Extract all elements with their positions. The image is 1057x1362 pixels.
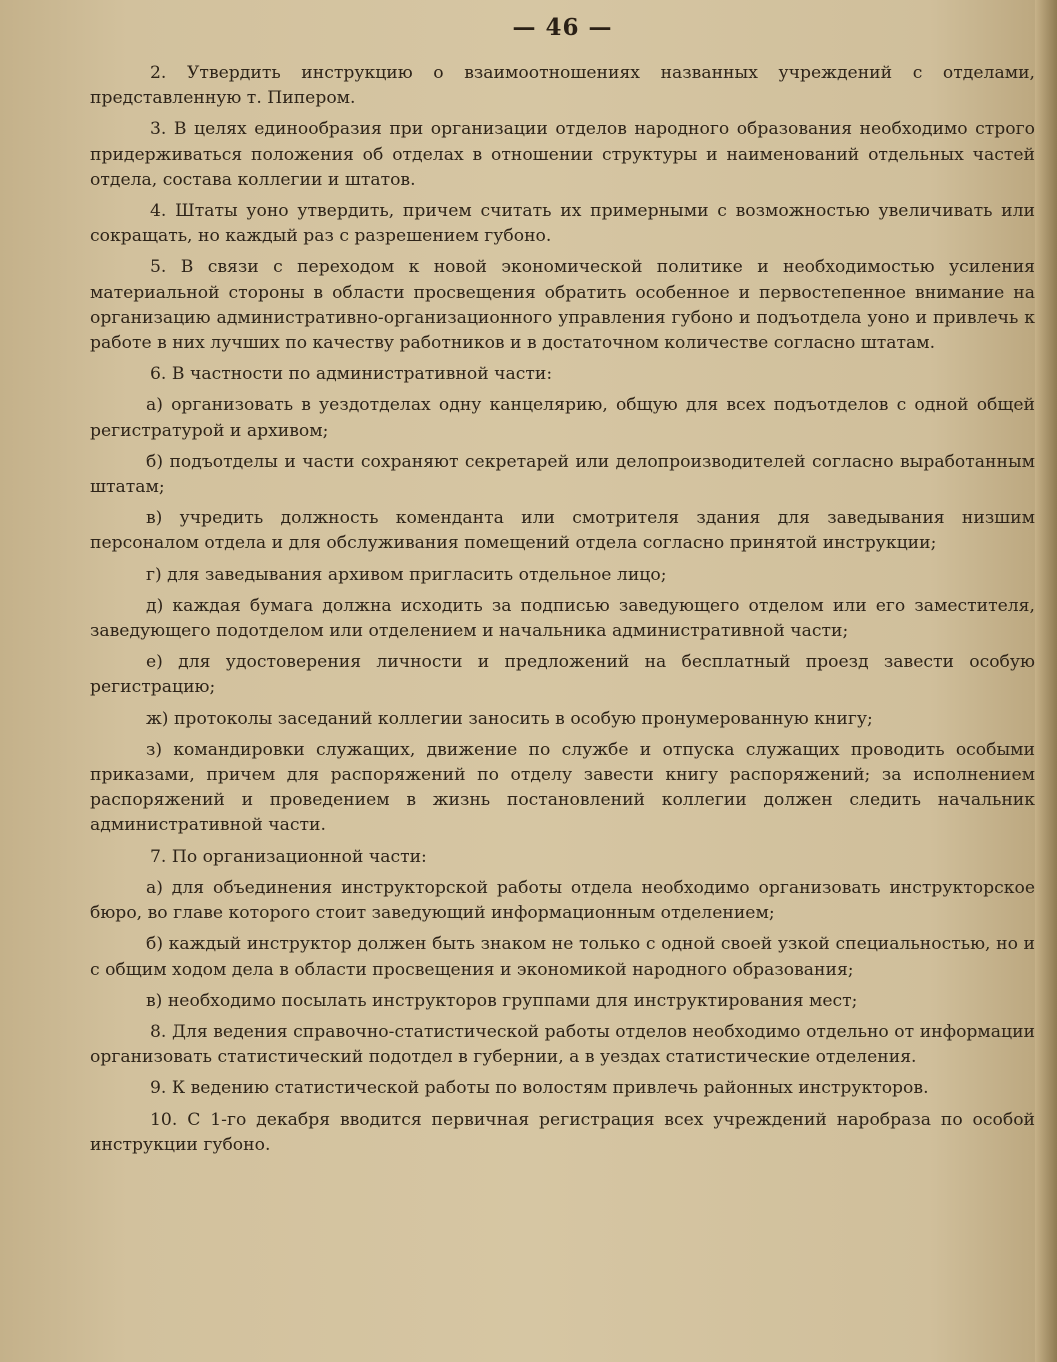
paragraph-4: 4. Штаты уоно утвердить, причем считать их примерными с возможностью увеличивать или сокращать, но каждый раз с разрешением губоно. — [90, 201, 1035, 247]
paragraph-3: 3. В целях единообразия при организации отделов народного образования необходимо строго придерживаться положения об отделах в отношении структуры и наименований отдельных частей отдела, состава коллегии и штатов. — [90, 119, 1035, 190]
paragraph-6e: д) каждая бумага должна исходить за подписью заведующего отделом или его заместителя, заведующего подотделом или отделением и начальника административной части; — [90, 595, 1035, 642]
page-edge — [1035, 0, 1057, 1362]
paragraph-6b: б) подъотделы и части сохраняют секретарей или делопроизводителей согласно выработанным штатам; — [90, 451, 1035, 498]
paragraph-7c: в) необходимо посылать инструкторов группами для инструктирования мест; — [146, 990, 858, 1011]
paragraph-6d: г) для заведывания архивом пригласить отдельное лицо; — [146, 564, 667, 585]
paragraph-8: 8. Для ведения справочно-статистической работы отделов необходимо отдельно от информации организовать статистический подотдел в губернии, а в уездах статистические отделения. — [90, 1021, 1035, 1068]
paragraph-6a: а) организовать в уездотделах одну канцелярию, общую для всех подъотделов с одной общей регистратурой и архивом; — [90, 395, 1035, 441]
paragraph-7: 7. По организационной части: — [150, 846, 427, 867]
paragraph-10: 10. С 1-го декабря вводится первичная регистрация всех учреждений наробраза по особой инструкции губоно. — [90, 1109, 1035, 1155]
paragraph-9: 9. К ведению статистической работы по волостям привлечь районных инструкторов. — [150, 1078, 929, 1099]
paragraph-6h: з) командировки служащих, движение по службе и отпуска служащих проводить особыми приказами, причем для распоряжений по отделу завести книгу распоряжений; за исполнением распоряжений и проведением в жизнь постановлений коллегии должен следить начальник административной части. — [90, 739, 1035, 836]
paragraph-7a: а) для объединения инструкторской работы отдела необходимо организовать инструкторское бюро, во главе которого стоит заведующий информационным отделением; — [90, 877, 1035, 924]
paragraph-2: 2. Утвердить инструкцию о взаимоотношениях названных учреждений с отделами, представленную т. Пипером. — [90, 63, 1035, 109]
paragraph-6c: в) учредить должность коменданта или смотрителя здания для заведывания низшим персоналом отдела и для обслуживания помещений отдела согласно принятой инструкции; — [90, 508, 1035, 554]
page-number: — 46 — — [512, 14, 613, 41]
paragraph-5: 5. В связи с переходом к новой экономической политике и необходимостью усиления материальной стороны в области просвещения обратить особенное и первостепенное внимание на организацию административно-организационного управления губоно и подъотдела уоно и привлечь к работе в них лучших по качеству работников и в достаточном количестве согласно штатам. — [90, 257, 1035, 354]
paragraph-6: 6. В частности по административной части: — [150, 364, 553, 385]
document-body — [90, 61, 1035, 1158]
paragraph-6g: ж) протоколы заседаний коллегии заносить в особую пронумерованную книгу; — [146, 708, 873, 729]
paragraph-6f: е) для удостоверения личности и предложений на бесплатный проезд завести особую регистрацию; — [90, 652, 1035, 698]
paragraph-7b: б) каждый инструктор должен быть знаком не только с одной своей узкой специальностью, но и с общим ходом дела в области просвещения и экономикой народного образования; — [90, 934, 1035, 980]
